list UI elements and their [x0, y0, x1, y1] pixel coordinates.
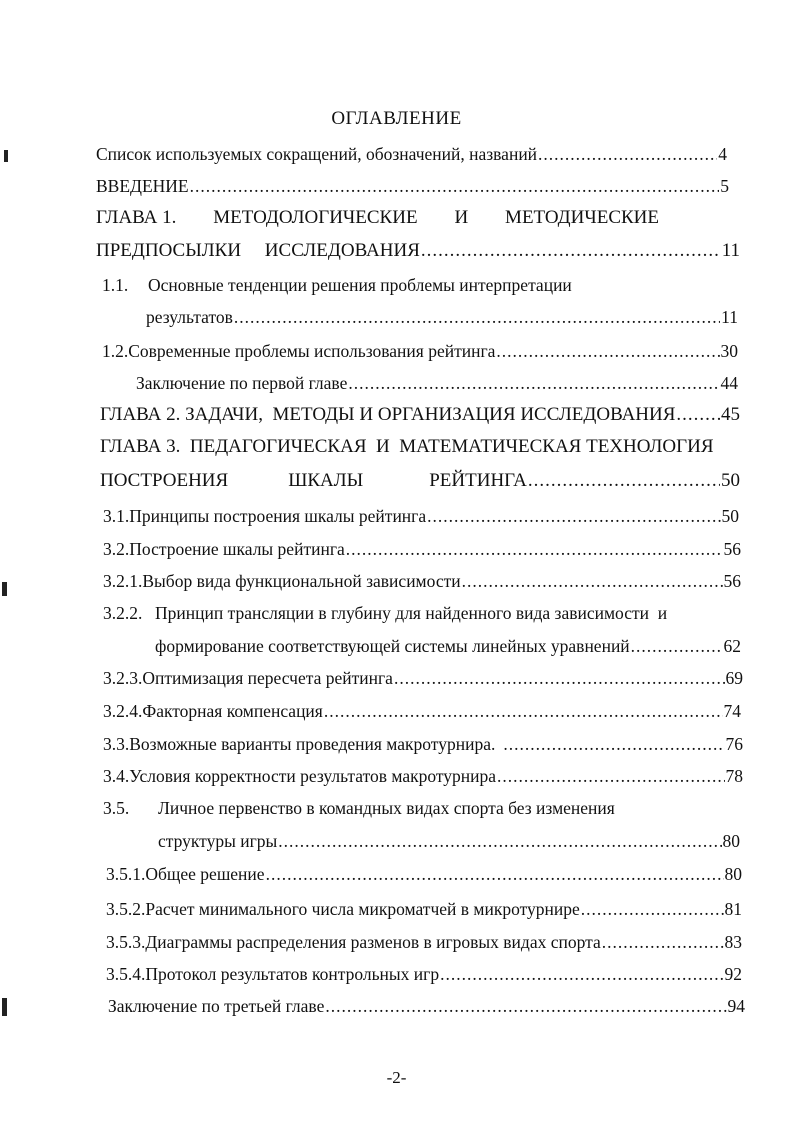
toc-entry-text: Диаграммы распределения разменов в игровых видах спорта	[145, 932, 601, 952]
toc-entry-text: Выбор вида функциональной зависимости	[142, 571, 461, 591]
toc-entry-text: Протокол результатов контрольных игр	[145, 964, 440, 984]
toc-page-number: 56	[723, 539, 741, 559]
toc-section-3-2[interactable]	[103, 538, 741, 560]
toc-conclusion-chapter-3[interactable]	[108, 995, 745, 1017]
toc-page-number: 11	[721, 307, 738, 327]
toc-section-1-2[interactable]	[102, 340, 738, 362]
toc-section-3-2-4[interactable]	[103, 700, 741, 722]
toc-entry-text: Построение шкалы рейтинга	[129, 539, 345, 559]
toc-entry-text: Оптимизация пересчета рейтинга	[142, 668, 393, 688]
toc-section-3-5-line-2[interactable]	[158, 830, 740, 852]
toc-page-number: 44	[720, 373, 738, 393]
chapter-1-word-1: ГЛАВА 1.	[96, 207, 177, 228]
toc-entry-text: Факторная компенсация	[142, 701, 323, 721]
toc-page-number: 74	[723, 701, 741, 721]
toc-page-number: 56	[723, 571, 741, 591]
page-number-footer: -2-	[386, 1068, 407, 1087]
toc-page-number: 5	[720, 176, 729, 196]
toc-entry-text: Общее решение	[145, 864, 265, 884]
toc-section-number: 3.2.1.	[103, 571, 143, 591]
toc-entry-text: Основные тенденции решения проблемы интерпретации	[148, 275, 572, 295]
toc-page-number: 76	[725, 734, 743, 754]
toc-chapter-3-line-1[interactable]	[100, 436, 740, 458]
leader-dots	[503, 733, 724, 755]
toc-section-number: 3.2.	[103, 539, 130, 559]
scan-mark-3	[2, 998, 7, 1016]
leader-dots	[462, 570, 723, 592]
toc-page-number: 80	[722, 831, 740, 851]
chapter-1-word-3: И	[454, 207, 469, 228]
toc-page-number: 30	[720, 341, 738, 361]
toc-section-number: 1.1.	[102, 275, 129, 295]
toc-section-3-5-3[interactable]	[106, 931, 742, 953]
toc-entry-text: Принципы построения шкалы рейтинга	[129, 506, 427, 526]
toc-entry-abbreviations[interactable]	[96, 143, 727, 165]
toc-page-number: 81	[724, 899, 742, 919]
toc-section-3-5-2[interactable]	[106, 898, 742, 920]
leader-dots	[278, 830, 721, 852]
toc-entry-text: ГЛАВА 2. ЗАДАЧИ, МЕТОДЫ И ОРГАНИЗАЦИЯ ИССЛЕДОВАНИЯ	[100, 404, 676, 425]
toc-page-number: 83	[724, 932, 742, 952]
toc-section-number: 1.2.	[102, 341, 129, 361]
toc-section-3-2-1[interactable]	[103, 570, 741, 592]
toc-page-number: 92	[724, 964, 742, 984]
toc-chapter-3-line-2[interactable]	[100, 470, 740, 492]
leader-dots	[581, 898, 724, 920]
leader-dots	[325, 995, 726, 1017]
leader-dots	[190, 175, 720, 197]
scan-mark-1	[4, 150, 8, 162]
leader-dots	[528, 470, 720, 492]
toc-entry-text: Список используемых сокращений, обозначений, названий	[96, 144, 538, 164]
toc-section-1-1-line-1[interactable]	[102, 274, 722, 296]
leader-dots	[234, 306, 720, 328]
toc-entry-text: Заключение по третьей главе	[108, 996, 325, 1016]
leader-dots	[324, 700, 723, 722]
toc-section-3-4[interactable]	[103, 765, 743, 787]
chapter-3-word-3: РЕЙТИНГА	[429, 470, 527, 491]
toc-section-number: 3.5.2.	[106, 899, 146, 919]
chapter-3-word-2: ШКАЛЫ	[288, 470, 364, 491]
toc-section-3-2-3[interactable]	[103, 667, 743, 689]
leader-dots	[266, 863, 724, 885]
toc-entry-introduction[interactable]	[96, 175, 729, 197]
chapter-1-word-2: МЕТОДОЛОГИЧЕСКИЕ	[213, 207, 418, 228]
toc-section-number: 3.4.	[103, 766, 130, 786]
toc-section-number: 3.3.	[103, 734, 130, 754]
toc-chapter-1-line-1[interactable]	[96, 207, 659, 229]
toc-section-3-2-2-line-1[interactable]	[103, 602, 733, 624]
leader-dots	[602, 931, 724, 953]
toc-chapter-2[interactable]	[100, 404, 740, 426]
toc-entry-text: ВВЕДЕНИЕ	[96, 176, 189, 196]
leader-dots	[348, 372, 719, 394]
chapter-3-word-1: ПОСТРОЕНИЯ	[100, 470, 229, 491]
toc-section-3-5-line-1[interactable]	[103, 797, 723, 819]
toc-page-number: 78	[725, 766, 743, 786]
toc-section-number: 3.1.	[103, 506, 130, 526]
leader-dots	[394, 667, 725, 689]
toc-entry-text: Заключение по первой главе	[136, 373, 348, 393]
toc-entry-text: формирование соответствующей системы линейных уравнений	[155, 636, 630, 656]
toc-section-3-1[interactable]	[103, 505, 739, 527]
toc-section-3-3[interactable]	[103, 733, 743, 755]
toc-entry-text: Принцип трансляции в глубину для найденного вида зависимости и	[155, 603, 668, 623]
toc-section-number: 3.2.4.	[103, 701, 143, 721]
toc-entry-text: Современные проблемы использования рейтинга	[128, 341, 496, 361]
leader-dots	[440, 963, 723, 985]
toc-section-1-1-line-2[interactable]	[146, 306, 738, 328]
toc-entry-text: Условия корректности результатов макротурнира	[129, 766, 497, 786]
toc-page-number: 62	[723, 636, 741, 656]
toc-entry-text: Возможные варианты проведения макротурнира.	[129, 734, 496, 754]
toc-entry-text: Личное первенство в командных видах спорта без изменения	[158, 798, 615, 818]
toc-page-number: 50	[721, 470, 740, 491]
chapter-1-word-4: МЕТОДИЧЕСКИЕ	[505, 207, 659, 228]
toc-section-number: 3.5.	[103, 798, 130, 818]
toc-entry-text: ГЛАВА 3. ПЕДАГОГИЧЕСКАЯ И МАТЕМАТИЧЕСКАЯ ТЕХНОЛОГИЯ	[100, 436, 714, 457]
leader-dots	[496, 340, 719, 362]
leader-dots	[421, 240, 721, 262]
toc-section-number: 3.2.3.	[103, 668, 143, 688]
leader-dots	[631, 635, 723, 657]
leader-dots	[538, 143, 717, 165]
toc-page-number: 45	[721, 404, 740, 425]
toc-section-number: 3.2.2.	[103, 603, 143, 623]
toc-chapter-1-line-2[interactable]	[96, 240, 740, 262]
toc-section-number: 3.5.1.	[106, 864, 146, 884]
toc-section-number: 3.5.4.	[106, 964, 146, 984]
toc-page-number: 4	[718, 144, 727, 164]
toc-entry-text: структуры игры	[158, 831, 278, 851]
toc-page-number: 69	[725, 668, 743, 688]
toc-page-number: 94	[727, 996, 745, 1016]
toc-page-number: 50	[721, 506, 739, 526]
leader-dots	[676, 404, 720, 426]
toc-section-3-5-4[interactable]	[106, 963, 742, 985]
toc-entry-text: ПРЕДПОСЫЛКИ ИССЛЕДОВАНИЯ	[96, 240, 420, 261]
toc-entry-text: Расчет минимального числа микроматчей в микротурнире	[145, 899, 580, 919]
toc-section-3-2-2-line-2[interactable]	[155, 635, 741, 657]
leader-dots	[427, 505, 720, 527]
toc-section-3-5-1[interactable]	[106, 863, 742, 885]
toc-entry-text: результатов	[146, 307, 233, 327]
toc-page-number: 80	[724, 864, 742, 884]
toc-page-number: 11	[721, 240, 740, 261]
leader-dots	[497, 765, 724, 787]
toc-conclusion-chapter-1[interactable]	[136, 372, 738, 394]
leader-dots	[346, 538, 723, 560]
toc-heading: ОГЛАВЛЕНИЕ	[331, 108, 462, 129]
scan-mark-2	[2, 582, 7, 596]
toc-section-number: 3.5.3.	[106, 932, 146, 952]
